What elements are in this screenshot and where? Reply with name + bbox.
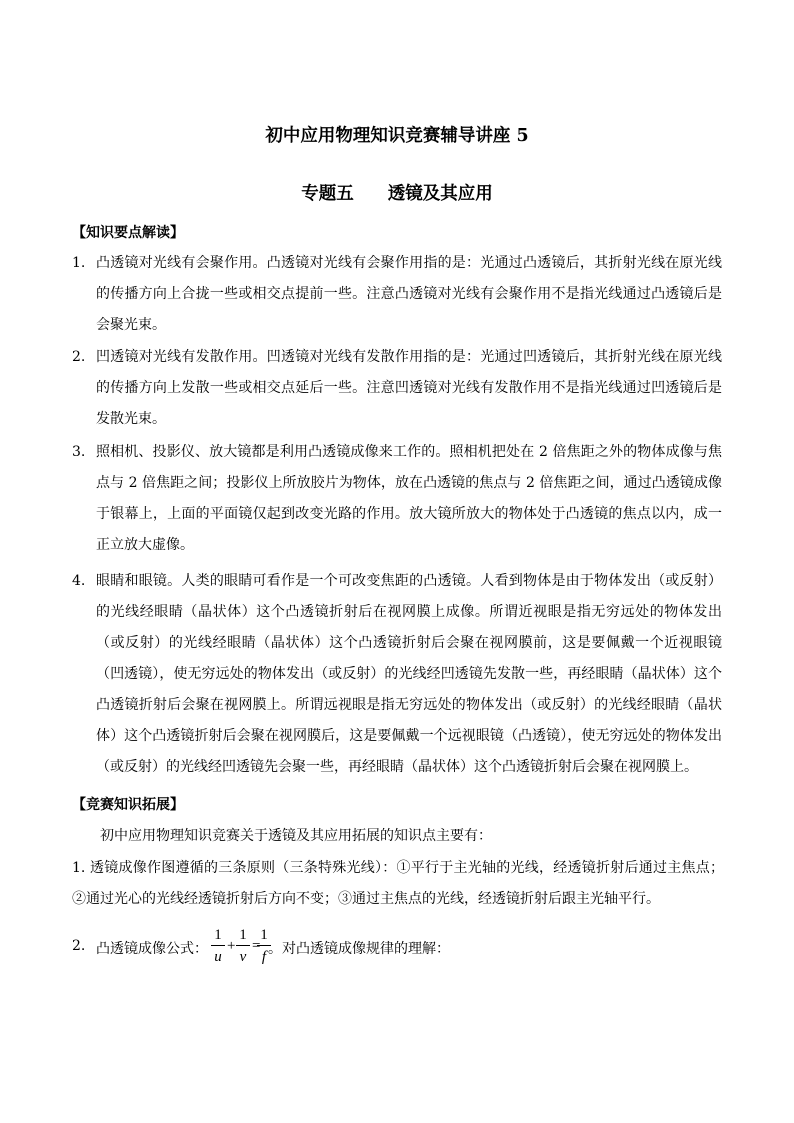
item-number: 1. xyxy=(72,255,86,271)
knowledge-item-1 xyxy=(72,248,722,341)
page-title: 初中应用物理知识竞赛辅导讲座 5 xyxy=(265,126,529,146)
item-text: 凹透镜对光线有发散作用。凹透镜对光线有发散作用指的是：光通过凹透镜后，其折射光线在原光线的传播方向上发散一些或相交点延后一些。注意凹透镜对光线有发散作用不是指光线通过凹透镜后是发散光束。 xyxy=(96,349,722,427)
item-number: 2. xyxy=(72,938,86,954)
item-number: 3. xyxy=(72,444,86,460)
competition-intro: 初中应用物理知识竞赛关于透镜及其应用拓展的知识点主要有： xyxy=(100,828,492,844)
item-number: 2. xyxy=(72,349,86,365)
topic-label: 专题五 xyxy=(301,184,354,204)
formula-lead-text: 凸透镜成像公式： xyxy=(96,941,208,957)
knowledge-item-4 xyxy=(72,566,722,783)
competition-point-1: 1. 透镜成像作图遵循的三条原则（三条特殊光线）：①平行于主光轴的光线，经透镜折射后通过主焦点；②通过光心的光线经透镜折射后方向不变；③通过主焦点的光线，经透镜折射后跟主光轴平行。 xyxy=(72,860,724,907)
plus-sign: + xyxy=(227,938,236,954)
fraction-1-over-f: 1 f xyxy=(257,926,271,966)
formula-tail-text: 。对凸透镜成像规律的理解： xyxy=(268,941,450,957)
knowledge-item-2 xyxy=(72,342,722,435)
item-number: 4. xyxy=(72,573,86,589)
item-text: 凸透镜对光线有会聚作用。凸透镜对光线有会聚作用指的是：光通过凸透镜后，其折射光线在原光线的传播方向上合拢一些或相交点提前一些。注意凸透镜对光线有会聚作用不是指光线通过凸透镜后是会聚光束。 xyxy=(96,255,722,333)
equals-sign: = xyxy=(252,938,261,954)
topic-name: 透镜及其应用 xyxy=(387,184,493,204)
item-text: 照相机、投影仪、放大镜都是利用凸透镜成像来工作的。照相机把处在 2 倍焦距之外的物体成像与焦点与 2 倍焦距之间；投影仪上所放胶片为物体，放在凸透镜的焦点与 2 倍焦距之间，通过凸透镜成像于银幕上，上面的平面镜仅起到改变光路的作用。放大镜所放大的物体处于凸透镜的焦点以内，成一正立放大虚像。 xyxy=(96,444,722,553)
fraction-1-over-v: 1 v xyxy=(236,926,250,966)
knowledge-item-3 xyxy=(72,437,722,561)
item-text: 眼睛和眼镜。人类的眼睛可看作是一个可改变焦距的凸透镜。人看到物体是由于物体发出（或反射）的光线经眼睛（晶状体）这个凸透镜折射后在视网膜上成像。所谓近视眼是指无穷远处的物体发出（或反射）的光线经眼睛（晶状体）这个凸透镜折射后会聚在视网膜前，这是要佩戴一个近视眼镜（凹透镜），使无穷远处的物体发出（或反射）的光线经凹透镜先发散一些，再经眼睛（晶状体）这个凸透镜折射后会聚在视网膜上。所谓远视眼是指无穷远处的物体发出（或反射）的光线经眼睛（晶状体）这个凸透镜折射后会聚在视网膜后，这是要佩戴一个远视眼镜（凸透镜），使无穷远处的物体发出（或反射）的光线经凹透镜先会聚一些，再经眼睛（晶状体）这个凸透镜折射后会聚在视网膜上。 xyxy=(96,573,722,775)
topic-title xyxy=(0,180,794,205)
knowledge-heading: 【知识要点解读】 xyxy=(72,225,184,241)
competition-heading: 【竞赛知识拓展】 xyxy=(72,797,184,813)
fraction-1-over-u: 1 u xyxy=(211,926,225,966)
